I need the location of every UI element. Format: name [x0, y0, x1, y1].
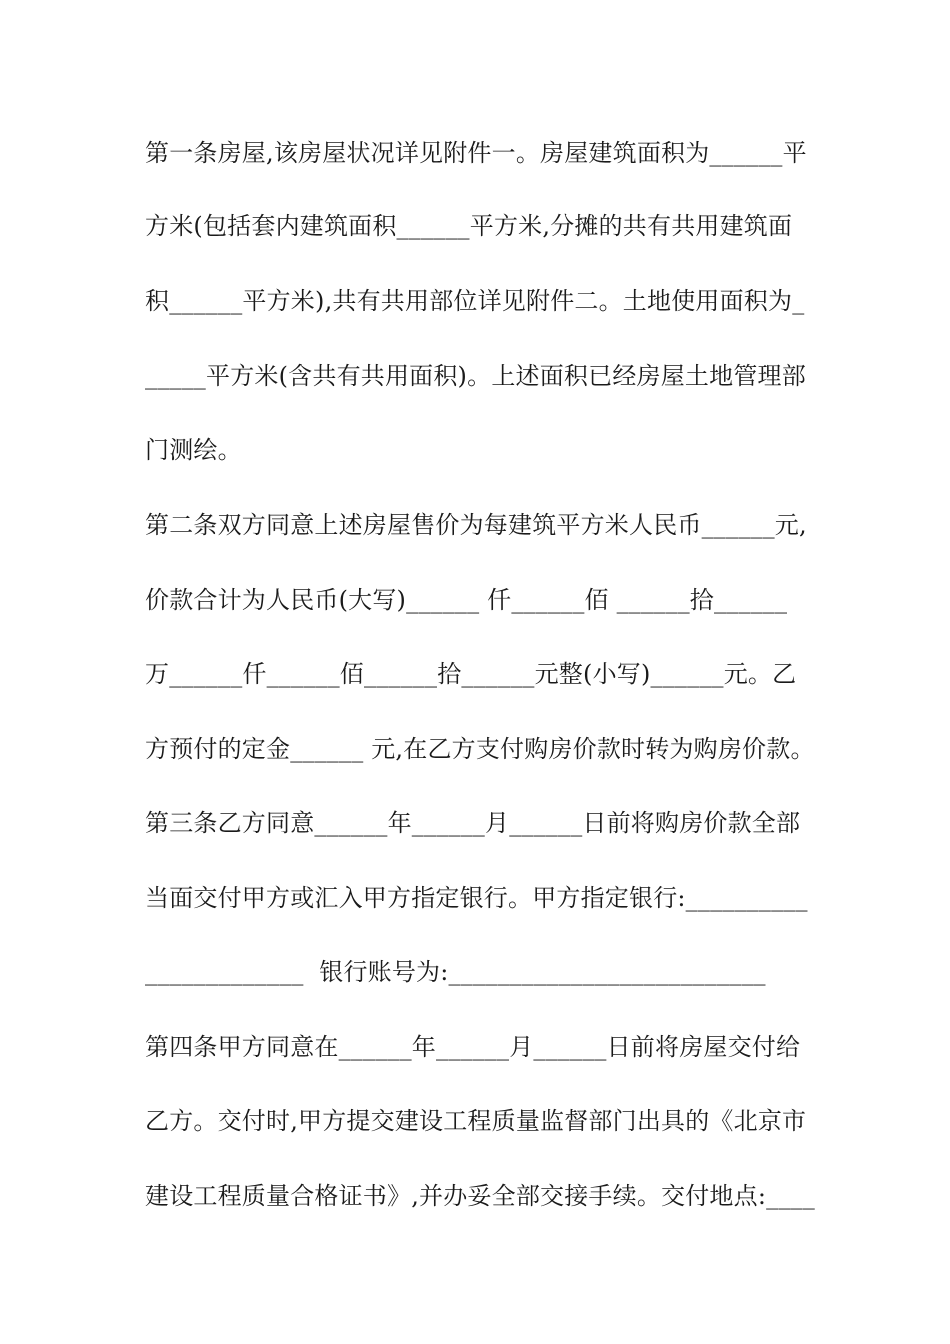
text-line: 方预付的定金______ 元,在乙方支付购房价款时转为购房价款。: [145, 735, 815, 763]
text-line: 第一条房屋,该房屋状况详见附件一。房屋建筑面积为______平: [145, 139, 807, 167]
text-line: 门测绘。: [145, 436, 242, 464]
text-line: 万______仟______佰______拾______元整(小写)______元。乙: [145, 660, 797, 688]
text-line: _____________ 银行账号为:__________________________: [145, 958, 766, 986]
text-line: 当面交付甲方或汇入甲方指定银行。甲方指定银行:__________: [145, 884, 808, 912]
text-line: _____平方米(含共有共用面积)。上述面积已经房屋土地管理部: [145, 362, 806, 390]
text-line: 建设工程质量合格证书》,并办妥全部交接手续。交付地点:____: [145, 1182, 815, 1210]
text-line: 第三条乙方同意______年______月______日前将购房价款全部: [145, 809, 801, 837]
text-line: 价款合计为人民币(大写)______ 仟______佰 ______拾______: [145, 586, 788, 614]
text-line: 乙方。交付时,甲方提交建设工程质量监督部门出具的《北京市: [145, 1107, 807, 1135]
text-line: 第二条双方同意上述房屋售价为每建筑平方米人民币______元,: [145, 511, 807, 539]
text-line: 方米(包括套内建筑面积______平方米,分摊的共有共用建筑面: [145, 212, 793, 240]
text-line: 积______平方米),共有共用部位详见附件二。土地使用面积为_: [145, 287, 805, 315]
text-line: 第四条甲方同意在______年______月______日前将房屋交付给: [145, 1033, 801, 1061]
